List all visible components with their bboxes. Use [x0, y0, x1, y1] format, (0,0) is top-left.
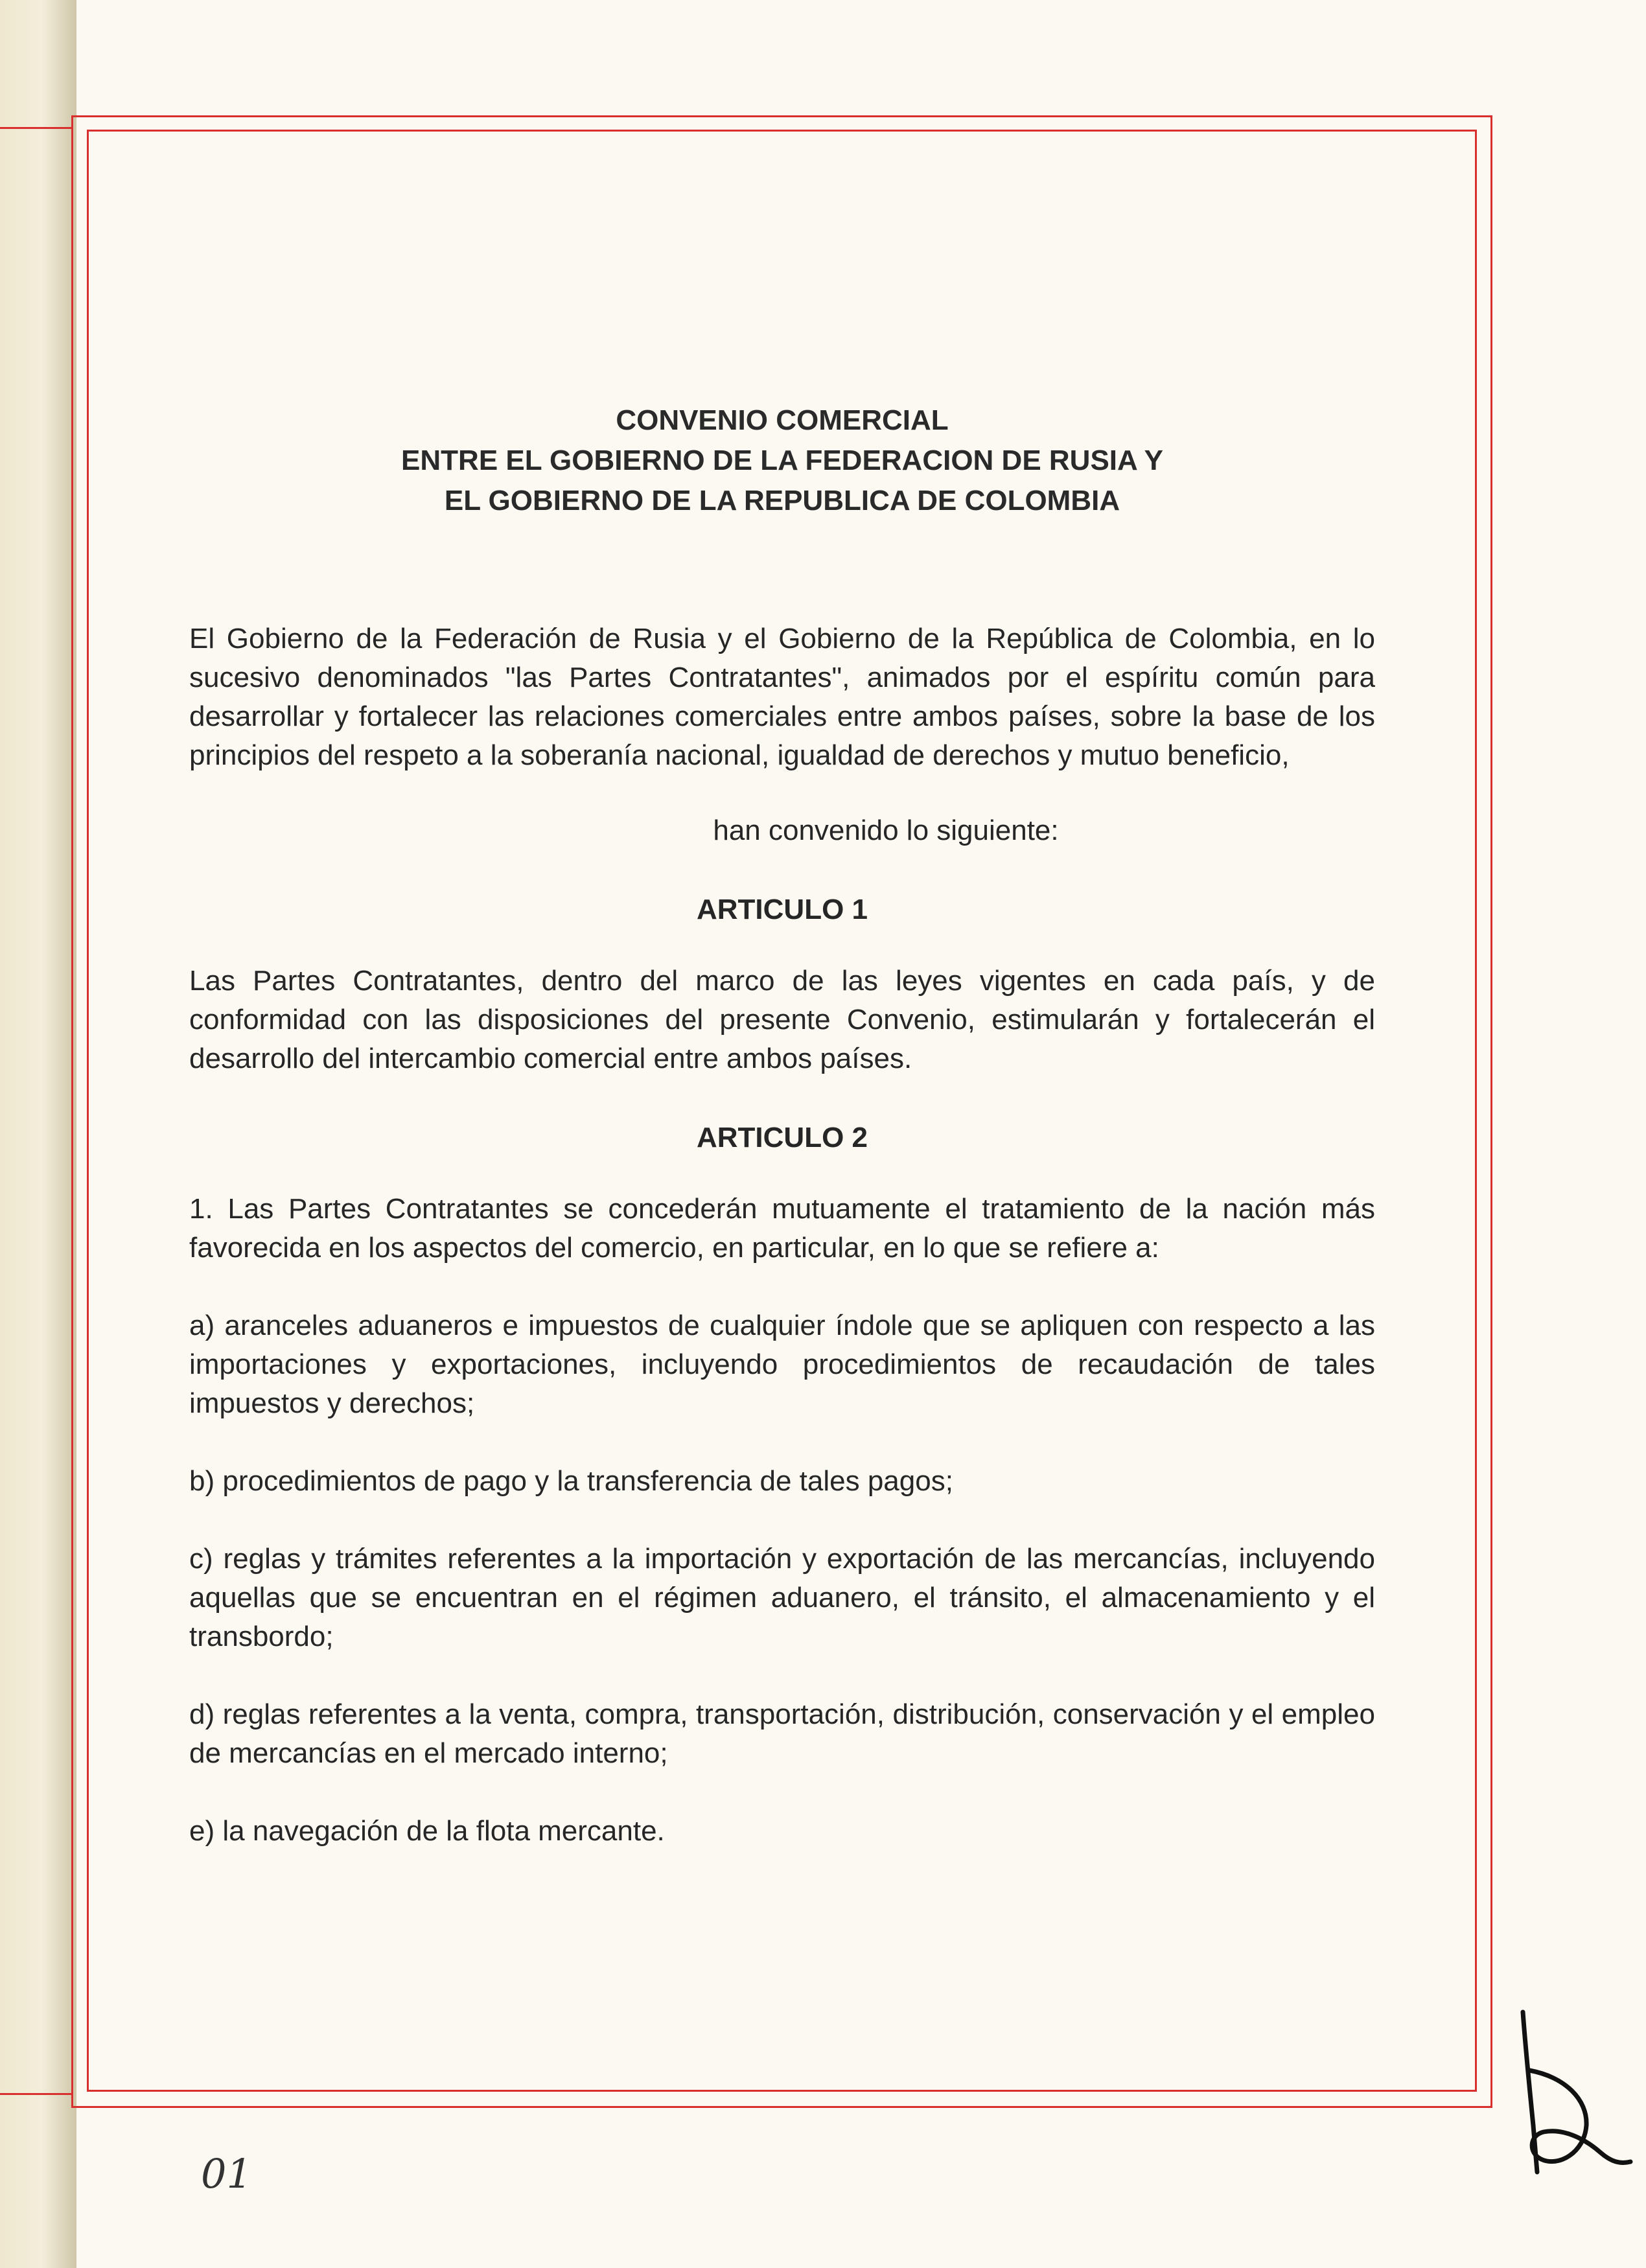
article-1-heading: ARTICULO 1: [697, 894, 868, 925]
agreed-line: han convenido lo siguiente:: [713, 815, 1059, 846]
signature-initial: [1503, 2002, 1633, 2177]
article-1-paragraph: Las Partes Contratantes, dentro del marco de las leyes vigentes en cada país, y de conformidad con las disposiciones del presente Convenio, estimularán y fortalecerán el desarrollo del intercambio comercial entre ambos países.: [189, 965, 1375, 1074]
title-line: CONVENIO COMERCIAL: [616, 404, 949, 436]
document-body: [189, 400, 1375, 1851]
document-title: [189, 400, 1375, 521]
title-line: EL GOBIERNO DE LA REPUBLICA DE COLOMBIA: [444, 485, 1120, 516]
article-2-item-d: d) reglas referentes a la venta, compra, transportación, distribución, conservación y el empleo de mercancías en el mercado interno;: [189, 1698, 1375, 1769]
title-line: ENTRE EL GOBIERNO DE LA FEDERACION DE RUSIA Y: [401, 445, 1163, 476]
article-2-item-e: e) la navegación de la flota mercante.: [189, 1815, 665, 1847]
spine-border-line-top: [0, 127, 71, 129]
article-2-paragraph: 1. Las Partes Contratantes se concederán mutuamente el tratamiento de la nación más favorecida en los aspectos del comercio, en particular, en lo que se refiere a:: [189, 1193, 1375, 1264]
article-2-item-c: c) reglas y trámites referentes a la importación y exportación de las mercancías, incluyendo aquellas que se encuentran en el régimen aduanero, el tránsito, el almacenamiento y el transbordo;: [189, 1543, 1375, 1652]
preamble-paragraph: El Gobierno de la Federación de Rusia y el Gobierno de la República de Colombia, en lo sucesivo denominados "las Partes Contratantes", animados por el espíritu común para desarrollar y fortalecer las relaciones comerciales entre ambos países, sobre la base de los principios del respeto a la soberanía nacional, igualdad de derechos y mutuo beneficio,: [189, 623, 1375, 771]
handwritten-page-number: 01: [201, 2150, 252, 2197]
article-2-item-a: a) aranceles aduaneros e impuestos de cualquier índole que se apliquen con respecto a las importaciones y exportaciones, incluyendo procedimientos de recaudación de tales impuestos y derechos;: [189, 1310, 1375, 1419]
article-2-item-b: b) procedimientos de pago y la transferencia de tales pagos;: [189, 1465, 953, 1497]
article-2-heading: ARTICULO 2: [697, 1122, 868, 1153]
spine-border-line-bottom: [0, 2093, 71, 2095]
book-spine: [0, 0, 76, 2268]
